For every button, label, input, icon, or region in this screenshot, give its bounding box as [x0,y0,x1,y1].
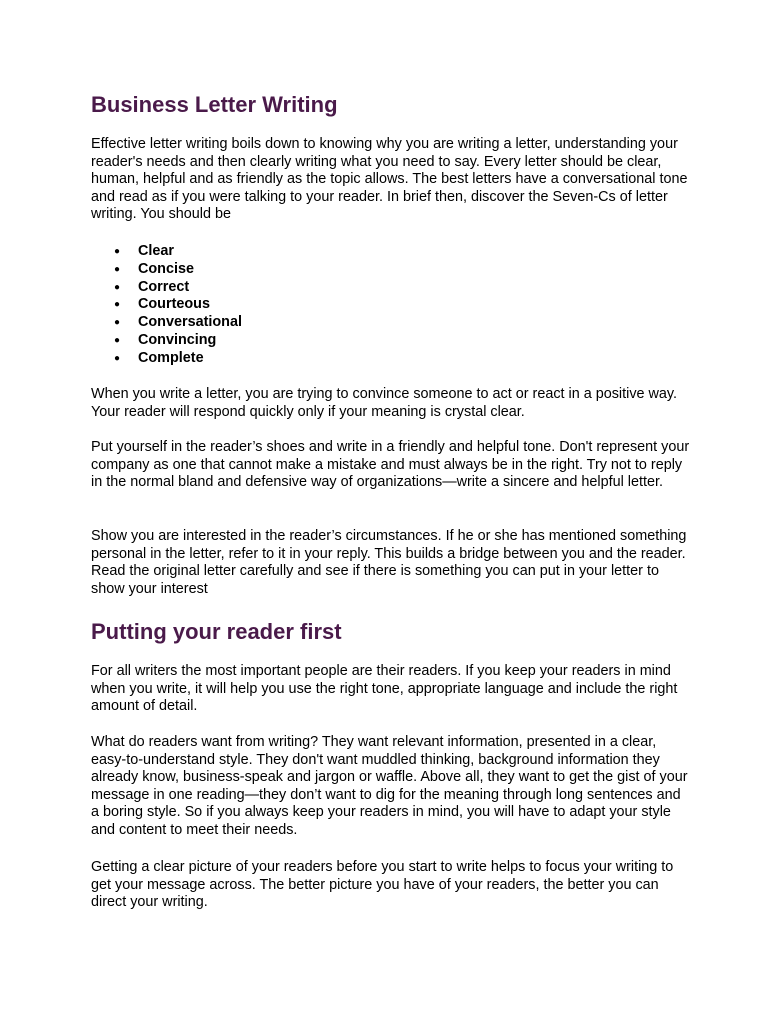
bullet-icon: ● [114,317,121,329]
list-item: ● Clear [114,243,174,259]
paragraph-what-readers-want: What do readers want from writing? They want relevant information, presented in a clear, easy-to-understand style. They don't want muddled thinking, background information they already know, business-speak and jargon or waffle. Above all, they want to get the gist of your message in one reading—they don’t want to dig for the meaning through long sentences and a boring style. So if you always keep your readers in mind, you will have to adapt your style and content to meet their needs. [91,734,688,838]
list-item: ● Concise [114,260,194,277]
seven-cs-list [91,243,242,368]
paragraph-convince: When you write a letter, you are trying to convince someone to act or react in a positive way. Your reader will respond quickly only if your meaning is crystal clear. [91,386,678,420]
bullet-icon: ● [114,299,121,311]
list-item: ● Conversational [114,314,242,331]
list-item: ● Correct [114,278,190,295]
intro-paragraph: Effective letter writing boils down to knowing why you are writing a letter, understanding your reader's needs and then clearly writing what you need to say. Every letter should be clear, human, helpful and as friendly as the topic allows. The best letters have a conversational tone and read as if you were talking to your reader. In brief then, discover the Seven-Cs of letter writing. You should be [91,136,688,223]
paragraph-clear-picture: Getting a clear picture of your readers before you start to write helps to focus your writing to get your message across. The better picture you have of your readers, the better you can direct your writing. [91,859,674,911]
bullet-icon: ● [114,246,121,257]
list-item: ● Courteous [114,296,210,313]
list-item: ● Complete [114,349,204,366]
section-heading: Putting your reader first [91,619,342,644]
paragraph-readers-shoes: Put yourself in the reader’s shoes and write in a friendly and helpful tone. Don't represent your company as one that cannot make a mistake and must always be in the right. Try not to reply in the normal bland and defensive way of organizations—write a sincere and helpful letter. [91,439,690,491]
bullet-icon: ● [114,281,121,293]
list-item: ● Convincing [114,331,217,348]
bullet-icon: ● [114,334,121,346]
page-title: Business Letter Writing [91,92,338,117]
bullet-icon: ● [114,263,121,275]
paragraph-writers: For all writers the most important people are their readers. If you keep your readers in mind when you write, it will help you use the right tone, appropriate language and include the right amount of detail. [91,663,678,715]
bullet-icon: ● [114,352,121,364]
paragraph-show-interest: Show you are interested in the reader’s circumstances. If he or she has mentioned something personal in the letter, refer to it in your reply. This builds a bridge between you and the reader. Read the original letter carefully and see if there is something you can put in your letter to show your interest [91,528,687,597]
